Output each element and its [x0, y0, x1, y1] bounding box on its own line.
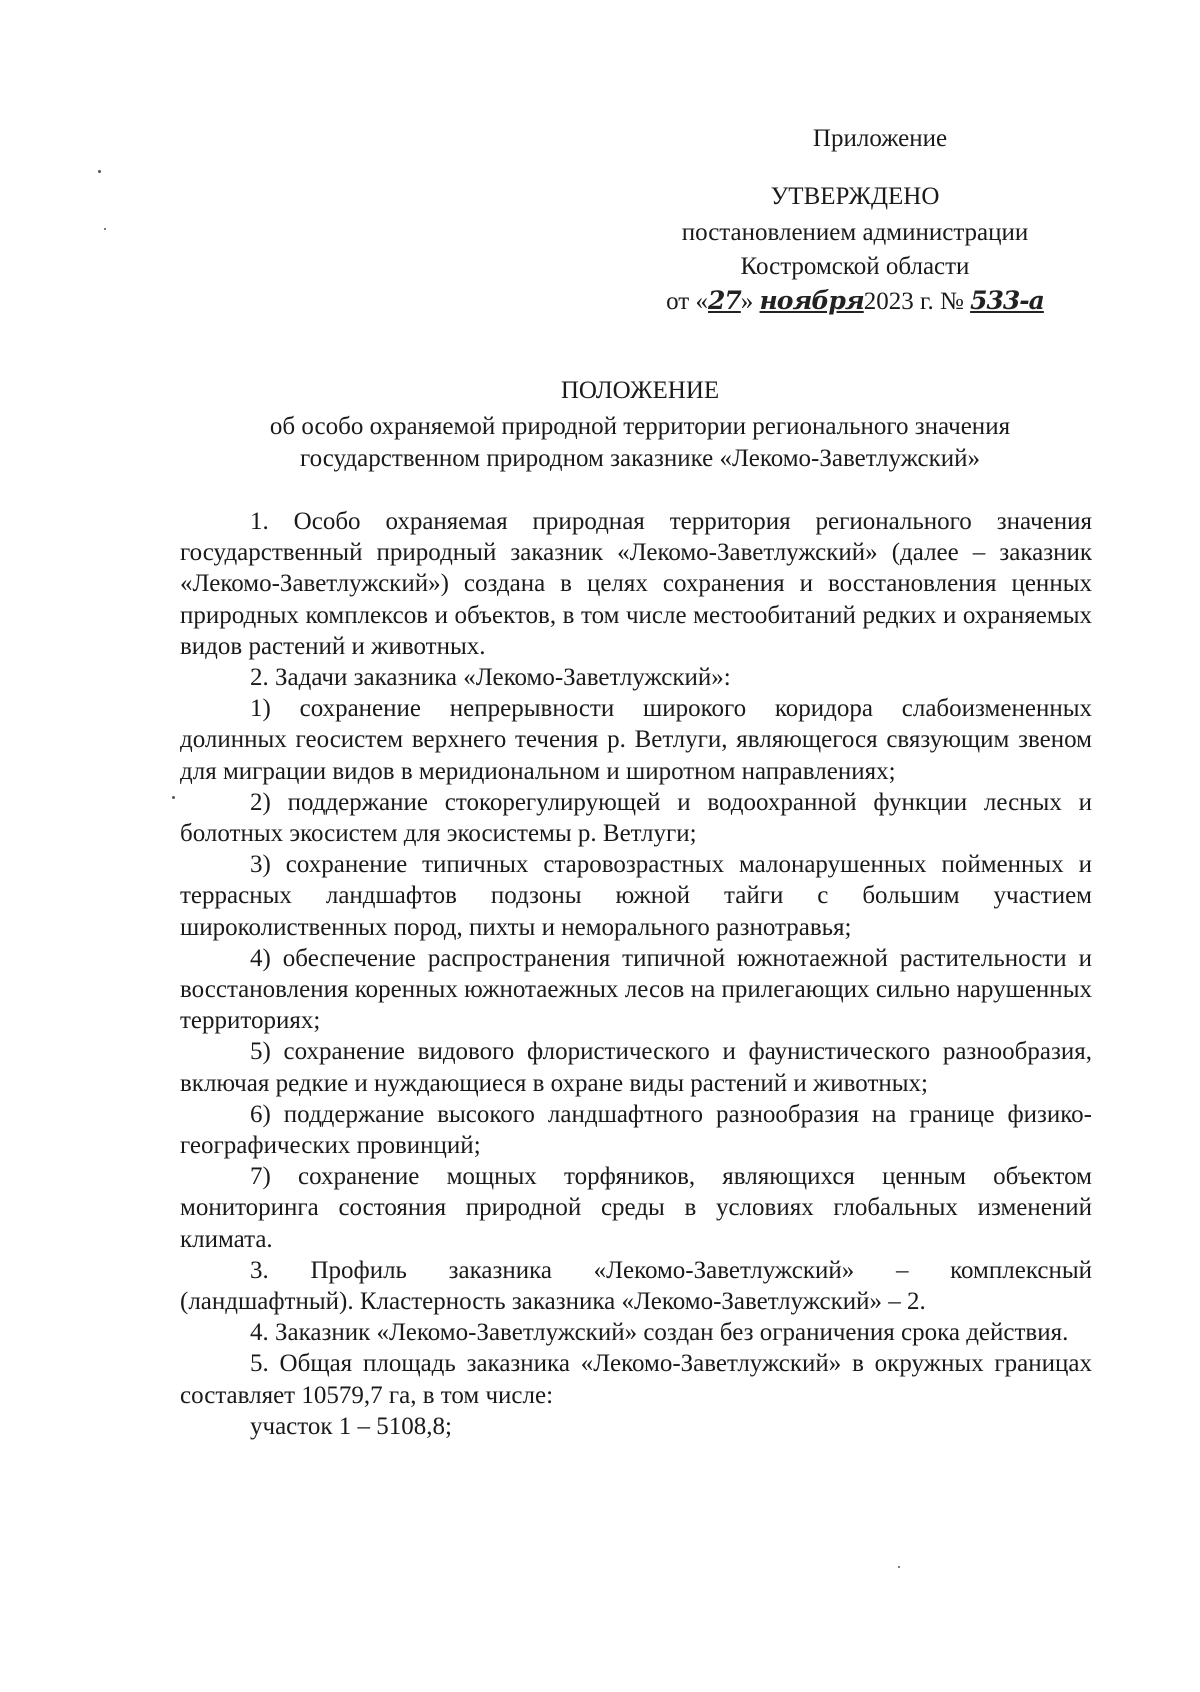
- doc-number-handwritten: 533-а: [970, 286, 1044, 315]
- approved-by-line2: Костромской области: [740, 253, 970, 280]
- title-line-1: об особо охраняемой природной территории регионального значения: [269, 413, 1011, 440]
- scan-speck: [98, 170, 101, 173]
- paragraph-3: 3. Профиль заказника «Лекомо-Заветлужский» – комплексный (ландшафтный). Кластерность заказника «Лекомо-Заветлужский» – 2.: [180, 1256, 1092, 1316]
- scan-speck: [898, 1566, 900, 1568]
- approval-block: [620, 180, 1090, 319]
- approval-date-line: [620, 284, 1090, 319]
- appendix-text: Приложение: [812, 125, 948, 152]
- title-main: ПОЛОЖЕНИЕ: [560, 377, 720, 404]
- task-item-2: 2) поддержание стокорегулирующей и водоохранной функции лесных и болотных экосистем для экосистемы р. Ветлуги;: [180, 788, 1092, 848]
- task-item-6: 6) поддержание высокого ландшафтного разнообразия на границе физико-географических провинций;: [180, 1100, 1092, 1160]
- task-item-7: 7) сохранение мощных торфяников, являющихся ценным объектом мониторинга состояния природной среды в условиях глобальных изменений климата.: [180, 1163, 1092, 1253]
- area-item-1: участок 1 – 5108,8;: [250, 1412, 452, 1440]
- date-year: 2023 г. №: [863, 288, 971, 315]
- scan-speck: [172, 796, 175, 799]
- appendix-label: [800, 122, 960, 156]
- title-line-2: государственном природном заказнике «Лекомо-Заветлужский»: [299, 445, 981, 472]
- paragraph-1: 1. Особо охраняемая природная территория регионального значения государственный природный заказник «Лекомо-Заветлужский» (далее – заказник «Лекомо-Заветлужский») создана в целях сохранения и восстановления ценных природных комплексов и объектов, в том числе местообитаний редких и охраняемых видов растений и животных.: [180, 508, 1092, 660]
- approved-stamp-text: УТВЕРЖДЕНО: [770, 183, 940, 210]
- date-month-handwritten: ноября: [759, 286, 864, 315]
- scan-speck: [104, 228, 106, 230]
- date-mid: »: [740, 288, 760, 315]
- paragraph-4: 4. Заказник «Лекомо-Заветлужский» создан без ограничения срока действия.: [250, 1319, 1069, 1347]
- approved-by-line1: постановлением администрации: [681, 219, 1029, 246]
- date-prefix: от «: [666, 288, 708, 315]
- document-body: [180, 506, 1092, 1442]
- document-title: [150, 375, 1130, 475]
- paragraph-2: 2. Задачи заказника «Лекомо-Заветлужский»:: [250, 664, 731, 692]
- task-item-3: 3) сохранение типичных старовозрастных малонарушенных пойменных и террасных ландшафтов подзоны южной тайги с большим участием широколиственных пород, пихты и неморального разнотравья;: [180, 851, 1092, 941]
- paragraph-5: 5. Общая площадь заказника «Лекомо-Заветлужский» в окружных границах составляет 10579,7 га, в том числе:: [180, 1350, 1092, 1409]
- task-item-4: 4) обеспечение распространения типичной южнотаежной растительности и восстановления коренных южнотаежных лесов на прилегающих сильно нарушенных территориях;: [180, 944, 1092, 1035]
- task-item-1: 1) сохранение непрерывности широкого коридора слабоизмененных долинных геосистем верхнего течения р. Ветлуги, являющегося связующим звеном для миграции видов в меридиональном и широтном направлениях;: [180, 695, 1092, 785]
- task-item-5: 5) сохранение видового флористического и фаунистического разнообразия, включая редкие и нуждающиеся в охране виды растений и животных;: [180, 1038, 1092, 1097]
- date-day-handwritten: 27: [708, 286, 741, 315]
